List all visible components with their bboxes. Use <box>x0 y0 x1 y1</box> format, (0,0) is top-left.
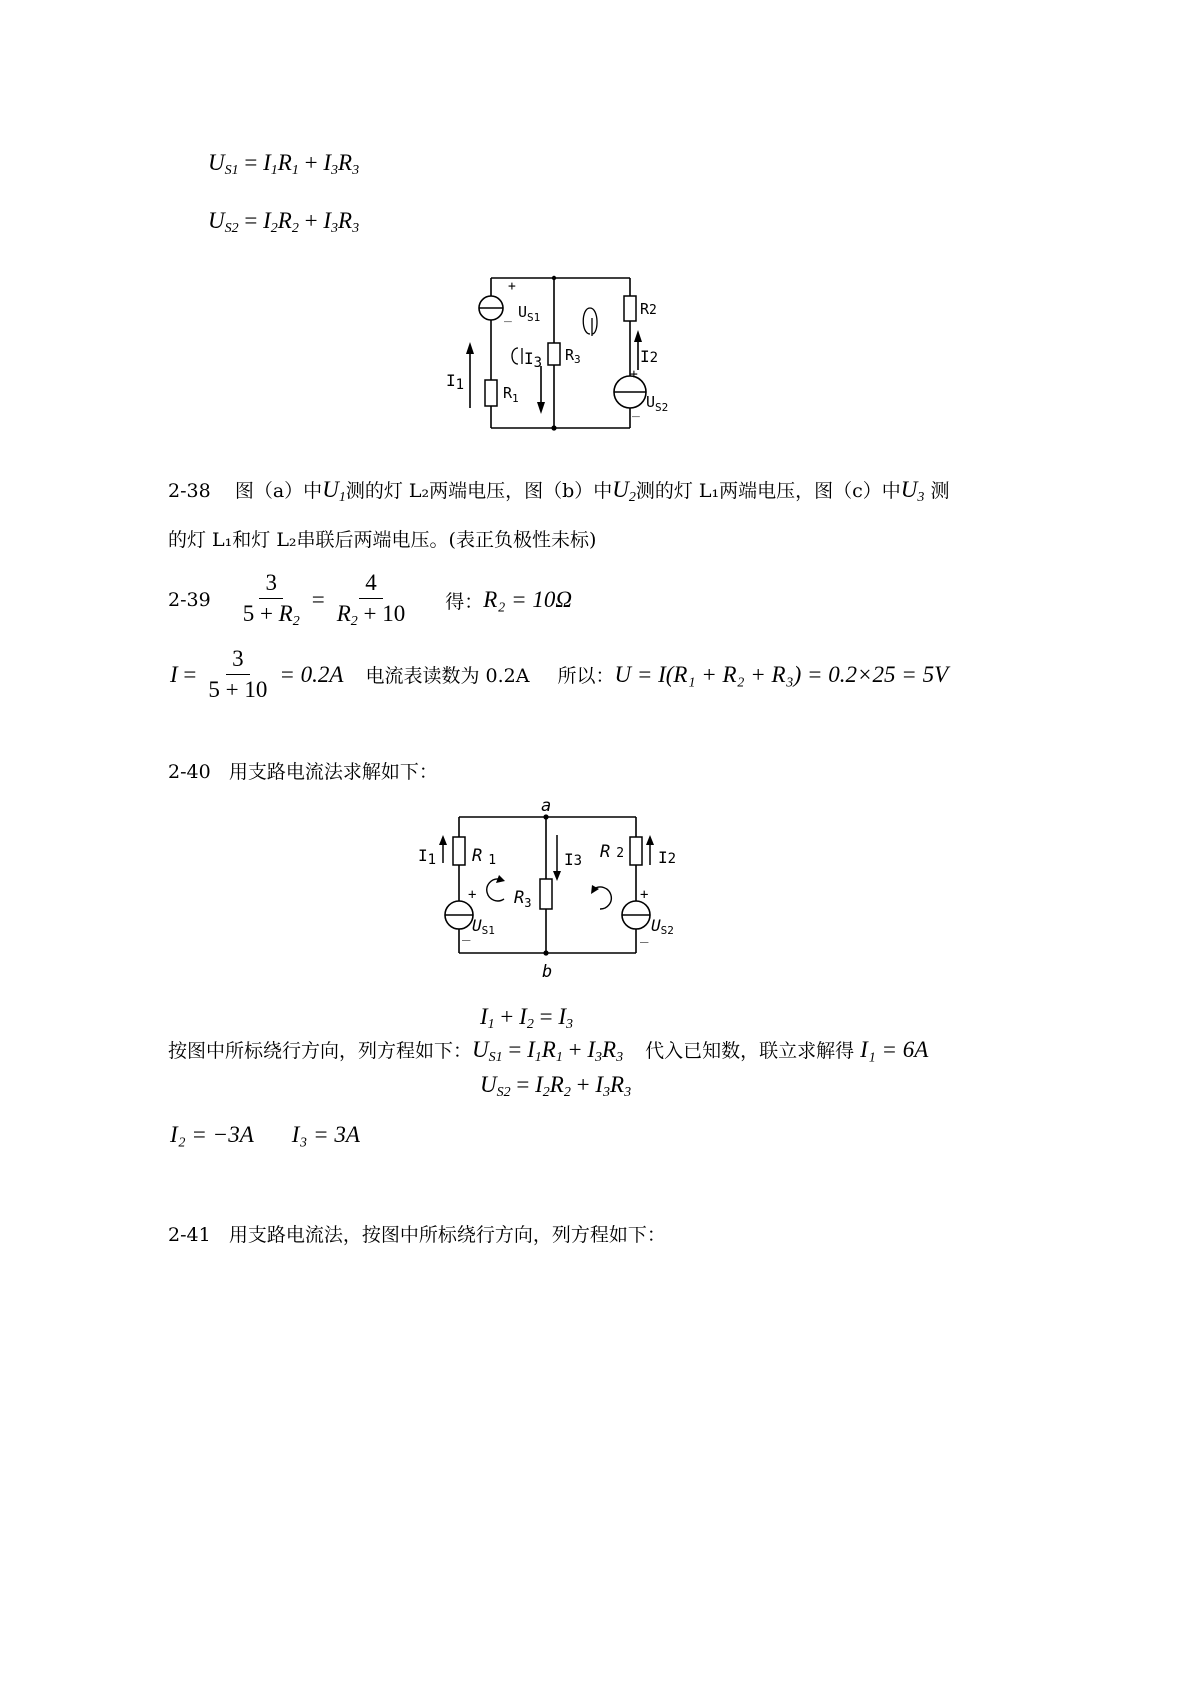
fig2-r3-label: R <box>514 888 525 908</box>
problem-number: 2-41 <box>168 1224 211 1246</box>
resistor-r1-icon <box>453 837 465 865</box>
fig1-us1-label: U <box>518 303 528 321</box>
so-label: 所以： <box>557 665 615 687</box>
fig1-minus-top: _ <box>504 308 512 323</box>
fig2-i1-label: I <box>418 846 428 865</box>
node-b-label: b <box>542 962 553 982</box>
svg-text:US1 <box>472 916 495 937</box>
fig1-i3-sub: 3 <box>533 355 543 371</box>
fig2-i2-label: I <box>658 848 668 867</box>
fig2-us1-label: U <box>472 916 482 935</box>
fig2-minus-left: _ <box>462 925 471 941</box>
fig2-us2-sub: S2 <box>660 924 674 937</box>
fraction-numerator: 3 <box>226 646 250 675</box>
svg-text:I1 <box>446 371 464 393</box>
text-segment: 测 <box>930 480 950 502</box>
svg-text:R1 <box>503 384 519 405</box>
fig1-us1-sub: S1 <box>527 311 541 324</box>
equation-us1-b: $U_{S1} = I_1R_1 + I_3R_3$ <box>472 1037 624 1065</box>
svg-text:a <box>541 796 551 816</box>
current-result: = 0.2A <box>279 661 344 687</box>
circuit-diagram-2 <box>410 795 700 985</box>
fig1-minus-bottom: _ <box>632 403 640 418</box>
fraction-denominator: 5 + 10 <box>208 677 268 702</box>
fraction-numerator: 4 <box>359 570 383 599</box>
fig2-r1-label: R <box>472 846 483 866</box>
svg-text:+ <box>468 887 476 903</box>
fraction-left: $\frac{3}{5 + R_2}$ <box>242 570 300 629</box>
paragraph-2-38-line2: 的灯 L₁和灯 L₂串联后两端电压。(表正负极性未标) <box>168 529 597 551</box>
fig2-i2-sub: 2 <box>667 851 677 867</box>
svg-text:US2 <box>646 393 668 414</box>
resistor-r1-icon <box>485 380 497 406</box>
svg-text:_ <box>504 308 512 323</box>
fig1-i1-sub: 1 <box>455 377 465 393</box>
paragraph-2-41 <box>168 1220 666 1247</box>
equation-us1: $U_{S1} = I_1R_1 + I_3R_3$ <box>208 150 360 178</box>
equation-us2-b: $U_{S2} = I_2R_2 + I_3R_3$ <box>480 1072 632 1100</box>
fig1-i3-label: I <box>524 349 534 368</box>
svg-text:_ <box>632 403 640 418</box>
equation-kcl: $I_1 + I_2 = I_3$ <box>480 1004 573 1032</box>
fig2-plus-right: + <box>640 887 649 903</box>
svg-text:_ <box>462 925 471 941</box>
problem-number: 2-38 <box>168 480 211 502</box>
node-a-label: a <box>541 796 552 816</box>
fig2-r2-sub: 2 <box>616 846 625 861</box>
svg-text:+ <box>508 279 516 294</box>
text-segment: 图（a）中 <box>234 480 323 502</box>
result-r2: R₂ = 10Ω <box>483 587 572 612</box>
de-label: 得： <box>445 590 484 613</box>
svg-text:I2 <box>640 347 658 366</box>
fig1-r1-sub: 1 <box>512 392 519 405</box>
paragraph-2-39-line2: I = $\frac{3}{5 + 10}$ = 0.2A 电流表读数为 0.2A 所以： U = I(R₁ + R₂ + R₃) = 0.2×25 = 5V <box>170 646 949 702</box>
text-segment: 测的灯 L₁两端电压，图（c）中 <box>635 480 901 502</box>
svg-text:+ <box>640 887 648 903</box>
loop-label: 按图中所标绕行方向，列方程如下： <box>168 1040 473 1062</box>
problem-number: 2-40 <box>168 761 211 783</box>
loop-arrow-left-icon <box>487 875 505 901</box>
paragraph-text: 用支路电流法，按图中所标绕行方向，列方程如下： <box>228 1224 666 1246</box>
arrow-i3-icon <box>537 366 545 414</box>
fig2-us2-label: U <box>651 916 661 935</box>
problem-number: 2-39 <box>168 589 211 611</box>
paragraph-2-40-equations <box>168 1036 928 1066</box>
fig1-i2-sub: 2 <box>649 350 659 366</box>
arrow-i3-icon <box>553 835 561 881</box>
fig2-r2-label: R <box>600 842 611 862</box>
svg-text:I3 <box>524 349 542 371</box>
circuit-diagram-1 <box>440 268 690 438</box>
fig1-us2-label: U <box>646 393 656 411</box>
paragraph-2-40-intro <box>168 757 438 784</box>
svg-text:+ <box>630 367 638 382</box>
fig2-i3-sub: 3 <box>573 853 583 869</box>
paragraph-2-39-line1: 2-39 $\frac{3}{5 + R_2}$ = $\frac{4}{R_2 + 10}$ 得： R₂ = 10Ω <box>168 570 572 629</box>
resistor-r2-icon <box>624 296 636 321</box>
i1-result: I₁ = 6A <box>860 1037 929 1062</box>
fig1-i2-label: I <box>640 347 650 366</box>
loop-arrow-right-icon <box>583 308 597 336</box>
fig1-plus-bottom: + <box>630 367 638 382</box>
ammeter-reading: 电流表读数为 0.2A <box>365 665 530 687</box>
loop-arrow-left-icon <box>512 348 522 364</box>
svg-text:I2 <box>658 848 676 867</box>
fig1-us2-sub: S2 <box>655 401 669 414</box>
fig2-us1-sub: S1 <box>481 924 495 937</box>
svg-text:US2 <box>651 916 674 937</box>
voltage-expression: U = I(R₁ + R₂ + R₃) = 0.2×25 = 5V <box>614 661 949 687</box>
fig1-i1-label: I <box>446 371 456 390</box>
fraction-current <box>202 646 273 703</box>
i2-result: I₂ = −3A <box>170 1122 254 1147</box>
svg-text:R1 <box>472 846 496 868</box>
svg-text:I3 <box>564 850 582 869</box>
substitute-text: 代入已知数，联立求解得 <box>645 1040 855 1062</box>
fig2-r1-sub: 1 <box>488 853 497 868</box>
arrow-i2-icon <box>646 835 654 865</box>
svg-text:I1 <box>418 846 436 868</box>
fraction-right: $\frac{4}{R_2 + 10}$ <box>336 570 406 629</box>
resistor-r3-icon <box>540 879 552 909</box>
fig1-plus-top: + <box>508 279 516 294</box>
fig2-i1-sub: 1 <box>427 852 437 868</box>
fig2-plus-left: + <box>468 887 477 903</box>
fig1-r3-label: R <box>565 346 575 364</box>
text-segment: 测的灯 L₂两端电压，图（b）中 <box>345 480 613 502</box>
equation-us2: $U_{S2} = I_2R_2 + I_3R_3$ <box>208 208 360 236</box>
arrow-i1-icon <box>439 835 447 863</box>
fig1-r2-sub: 2 <box>649 303 657 318</box>
fig1-r2-label: R <box>640 300 650 318</box>
resistor-r2-icon <box>630 837 642 865</box>
fig2-minus-right: _ <box>640 927 649 943</box>
svg-text:US1 <box>518 303 540 324</box>
resistor-r3-icon <box>548 343 560 365</box>
paragraph-2-38-line1: 2-38 图（a）中$U_1$测的灯 L₂两端电压，图（b）中$U_2$测的灯 L₁两端电压，图（c）中$U_3$ 测 <box>168 477 950 505</box>
fraction-numerator: 3 <box>259 570 283 599</box>
fig1-r3-sub: 3 <box>574 353 581 366</box>
arrow-i1-icon <box>466 342 474 408</box>
svg-text:R3 <box>565 346 581 366</box>
i3-result: I₃ = 3A <box>291 1122 360 1147</box>
fig2-i3-label: I <box>564 850 574 869</box>
fig2-r3-sub: 3 <box>524 896 532 910</box>
svg-text:R2 <box>600 842 624 862</box>
intro-text: 用支路电流法求解如下： <box>228 761 438 783</box>
svg-text:b <box>542 962 552 982</box>
svg-text:R2 <box>640 300 657 318</box>
loop-arrow-right-icon <box>591 885 611 909</box>
fig1-r1-label: R <box>503 384 513 402</box>
paragraph-2-40-results <box>170 1122 360 1148</box>
svg-text:_ <box>640 927 649 943</box>
svg-text:R3 <box>514 888 531 910</box>
